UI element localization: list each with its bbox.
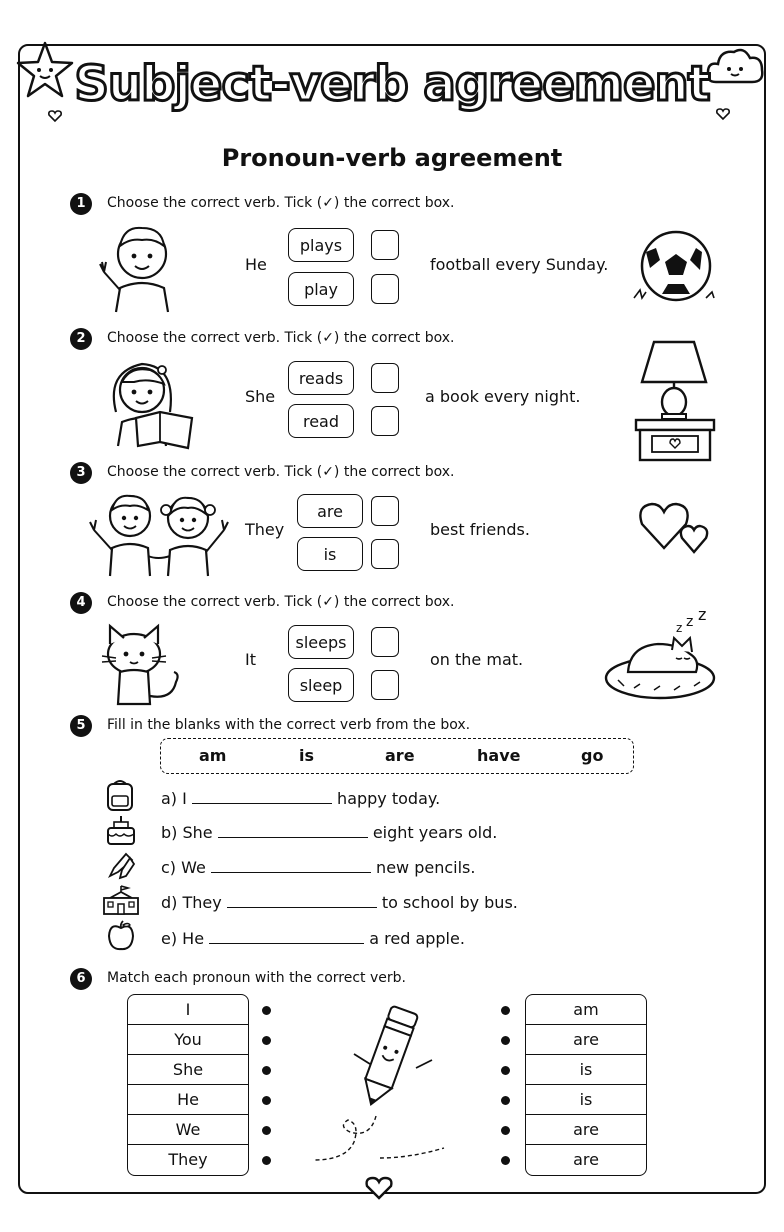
girl-reading-icon <box>100 352 196 448</box>
match-dot[interactable] <box>262 1126 271 1135</box>
sentence-b: b) She eight years old. <box>161 823 498 842</box>
pronoun-cell: You <box>128 1025 248 1055</box>
page-title: Subject-verb agreement <box>74 56 710 112</box>
hearts-icon <box>638 500 716 554</box>
sentence-rest: football every Sunday. <box>430 255 609 274</box>
verb-cell: is <box>526 1055 646 1085</box>
match-dot[interactable] <box>501 1126 510 1135</box>
tick-box[interactable] <box>371 496 399 526</box>
match-dot[interactable] <box>501 1036 510 1045</box>
backpack-icon <box>104 778 136 812</box>
match-dot[interactable] <box>501 1096 510 1105</box>
apple-icon <box>106 920 136 952</box>
subject-word: He <box>245 255 267 274</box>
match-dot[interactable] <box>501 1156 510 1165</box>
tick-box[interactable] <box>371 627 399 657</box>
verb-option: sleep <box>288 668 354 702</box>
question-instruction: Fill in the blanks with the correct verb from the box. <box>107 717 471 733</box>
question-number: 1 <box>70 193 92 215</box>
svg-text:z: z <box>676 621 683 635</box>
verb-option: are <box>297 494 363 528</box>
pronoun-cell: They <box>168 1150 208 1169</box>
tick-box[interactable] <box>371 230 399 260</box>
answer-blank[interactable] <box>211 858 371 873</box>
answer-blank[interactable] <box>218 823 368 838</box>
two-kids-icon <box>86 488 234 578</box>
word-box-item: is <box>299 746 315 765</box>
verb-cell: are <box>573 1150 599 1169</box>
question-instruction: Choose the correct verb. Tick (✓) the correct box. <box>107 195 455 211</box>
verb-option: reads <box>288 361 354 395</box>
tick-box[interactable] <box>371 363 399 393</box>
verb-table <box>525 994 647 1176</box>
sleeping-cat-icon <box>604 605 720 702</box>
match-dot[interactable] <box>262 1096 271 1105</box>
question-instruction: Match each pronoun with the correct verb. <box>107 970 406 986</box>
tick-box[interactable] <box>371 406 399 436</box>
sentence-rest: a book every night. <box>425 387 581 406</box>
lamp-icon <box>632 338 718 462</box>
sentence-e: e) He a red apple. <box>161 929 465 948</box>
verb-option: play <box>288 272 354 306</box>
word-box-item: am <box>199 746 227 765</box>
word-box-item: have <box>477 746 521 765</box>
match-dot[interactable] <box>501 1066 510 1075</box>
match-dot[interactable] <box>262 1036 271 1045</box>
tick-box[interactable] <box>371 670 399 700</box>
answer-blank[interactable] <box>227 893 377 908</box>
cake-icon <box>104 814 138 846</box>
match-dot[interactable] <box>262 1156 271 1165</box>
verb-option: plays <box>288 228 354 262</box>
question-number: 3 <box>70 462 92 484</box>
pencil-character-icon <box>310 1008 450 1168</box>
sentence-rest: on the mat. <box>430 650 524 669</box>
page-subtitle: Pronoun-verb agreement <box>221 144 563 172</box>
pronoun-cell: We <box>128 1115 248 1145</box>
subject-word: They <box>245 520 285 539</box>
question-instruction: Choose the correct verb. Tick (✓) the correct box. <box>107 464 455 480</box>
sentence-d: d) They to school by bus. <box>161 893 518 912</box>
verb-cell: is <box>526 1085 646 1115</box>
word-box-item: go <box>581 746 604 765</box>
pencils-icon <box>106 850 136 880</box>
heart-icon <box>364 1176 394 1200</box>
question-number: 4 <box>70 592 92 614</box>
match-dot[interactable] <box>262 1006 271 1015</box>
tick-box[interactable] <box>371 539 399 569</box>
pronoun-cell: He <box>128 1085 248 1115</box>
tick-box[interactable] <box>371 274 399 304</box>
verb-option: sleeps <box>288 625 354 659</box>
svg-text:z: z <box>698 605 707 624</box>
verb-cell: are <box>526 1025 646 1055</box>
question-instruction: Choose the correct verb. Tick (✓) the correct box. <box>107 594 455 610</box>
question-number: 5 <box>70 715 92 737</box>
verb-cell: are <box>526 1115 646 1145</box>
soccer-ball-icon <box>632 228 718 304</box>
cat-icon <box>100 620 186 706</box>
svg-text:z: z <box>686 614 694 630</box>
word-box-item: are <box>385 746 415 765</box>
verb-option: read <box>288 404 354 438</box>
pronoun-table <box>127 994 249 1176</box>
question-instruction: Choose the correct verb. Tick (✓) the correct box. <box>107 330 455 346</box>
verb-option: is <box>297 537 363 571</box>
question-number: 6 <box>70 968 92 990</box>
sentence-a: a) I happy today. <box>161 789 441 808</box>
school-icon <box>102 884 140 916</box>
answer-blank[interactable] <box>192 789 332 804</box>
subject-word: It <box>245 650 256 669</box>
match-dot[interactable] <box>262 1066 271 1075</box>
match-dot[interactable] <box>501 1006 510 1015</box>
verb-cell: am <box>526 995 646 1025</box>
boy-waving-icon <box>98 218 182 312</box>
sentence-rest: best friends. <box>430 520 530 539</box>
pronoun-cell: She <box>128 1055 248 1085</box>
answer-blank[interactable] <box>209 929 364 944</box>
sentence-c: c) We new pencils. <box>161 858 476 877</box>
question-number: 2 <box>70 328 92 350</box>
pronoun-cell: I <box>128 995 248 1025</box>
subject-word: She <box>245 387 276 406</box>
